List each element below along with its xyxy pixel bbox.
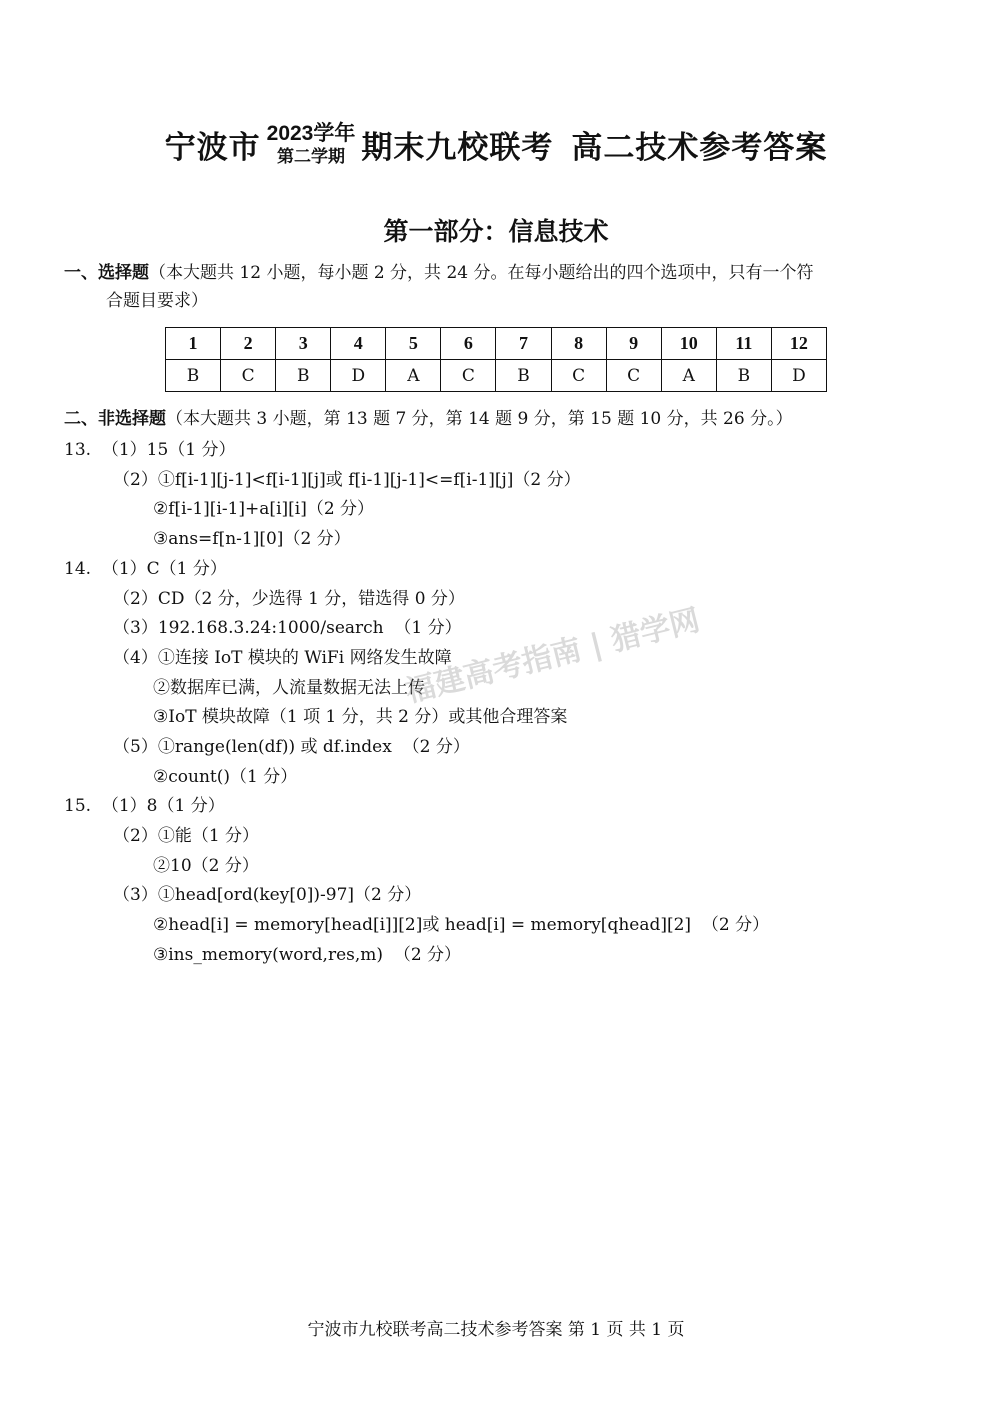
answer-cell: B [496,360,551,392]
question-number-row [166,328,827,360]
answer-line: 14. （1）C（1 分） [64,559,227,579]
page-footer: 宁波市九校联考高二技术参考答案 第 1 页 共 1 页 [307,1320,685,1340]
answer-cell: C [606,360,661,392]
answer-cell: C [441,360,496,392]
question-number-cell: 6 [441,328,496,360]
answer-cell: C [221,360,276,392]
title-exam: 期末九校联考 [361,130,554,166]
section2-heading: 二、非选择题 [64,409,166,429]
question-number-cell: 5 [386,328,441,360]
answer-cell: D [771,360,826,392]
answer-line: ③IoT 模块故障（1 项 1 分，共 2 分）或其他合理答案 [153,707,568,727]
title-subject: 高二技术参考答案 [571,130,828,166]
answer-cell: A [661,360,716,392]
title-term-stack [267,123,356,167]
page-title [0,122,992,167]
question-number-cell: 9 [606,328,661,360]
question-number-cell: 1 [166,328,221,360]
answer-line: ②数据库已满，人流量数据无法上传 [153,678,425,698]
answer-line: （2）①f[i-1][j-1]<f[i-1][j]或 f[i-1][j-1]<=f[i-1][j]（2 分） [113,470,581,490]
section1-desc-line2: 合题目要求） [106,291,208,311]
title-year: 2023学年 [266,121,356,145]
answer-line: （2）CD（2 分，少选得 1 分，错选得 0 分） [113,589,465,609]
answer-line: （5）①range(len(df)) 或 df.index （2 分） [113,737,470,757]
section1-heading: 一、选择题 [64,263,149,283]
question-number-cell: 12 [771,328,826,360]
title-city: 宁波市 [164,130,261,166]
title-semester: 第二学期 [277,146,345,167]
answer-line: ②head[i] = memory[head[i]][2]或 head[i] = memory[qhead][2] （2 分） [153,915,770,935]
answer-line: 13. （1）15（1 分） [64,440,236,460]
answer-row [166,360,827,392]
part-title: 第一部分：信息技术 [383,217,609,246]
answer-line: 15. （1）8（1 分） [64,796,225,816]
answer-line: （3）192.168.3.24:1000/search （1 分） [113,618,462,638]
question-number-cell: 10 [661,328,716,360]
section1-desc-line1: （本大题共 12 小题，每小题 2 分，共 24 分。在每小题给出的四个选项中，只有一个符 [149,263,814,283]
question-number-cell: 3 [276,328,331,360]
question-number-cell: 2 [221,328,276,360]
answer-cell: B [716,360,771,392]
answer-line: ②count()（1 分） [153,767,298,787]
answer-line: （2）①能（1 分） [113,826,260,846]
answer-line: ③ins_memory(word,res,m) （2 分） [153,945,462,965]
answer-cell: B [276,360,331,392]
answer-cell: C [551,360,606,392]
question-number-cell: 11 [716,328,771,360]
answer-cell: B [166,360,221,392]
answer-cell: D [331,360,386,392]
answer-line: （4）①连接 IoT 模块的 WiFi 网络发生故障 [113,648,452,668]
question-number-cell: 4 [331,328,386,360]
question-number-cell: 7 [496,328,551,360]
answer-line: （3）①head[ord(key[0])-97]（2 分） [113,885,422,905]
answer-line: ②10（2 分） [153,856,259,876]
section2-desc: （本大题共 3 小题，第 13 题 7 分，第 14 题 9 分，第 15 题 10 分，共 26 分。） [166,409,793,429]
answer-cell: A [386,360,441,392]
section1-intro [64,259,934,315]
question-number-cell: 8 [551,328,606,360]
answer-line: ②f[i-1][i-1]+a[i][i]（2 分） [153,499,375,519]
section2-intro [64,405,934,433]
watermark: 福建高考指南 | 猎学网 [401,602,704,710]
answer-line: ③ans=f[n-1][0]（2 分） [153,529,351,549]
multiple-choice-answer-table [165,327,827,392]
